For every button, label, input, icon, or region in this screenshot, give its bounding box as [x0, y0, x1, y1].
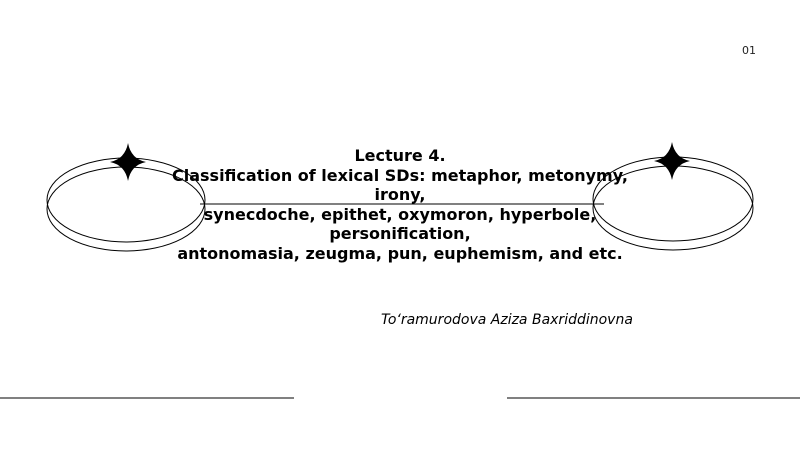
- page-number: 01: [742, 44, 756, 57]
- title-line: synecdoche, epithet, oxymoron, hyperbole,: [203, 204, 597, 224]
- slide-title: [140, 146, 660, 263]
- title-line: Classification of lexical SDs: metaphor, metonymy,: [172, 165, 628, 185]
- title-line: antonomasia, zeugma, pun, euphemism, and etc.: [177, 243, 623, 263]
- author-name: To‘ramurodova Aziza Baxriddinovna: [381, 312, 633, 328]
- title-line: irony,: [374, 185, 426, 204]
- title-line: personification,: [329, 224, 471, 243]
- title-line: Lecture 4.: [354, 146, 446, 165]
